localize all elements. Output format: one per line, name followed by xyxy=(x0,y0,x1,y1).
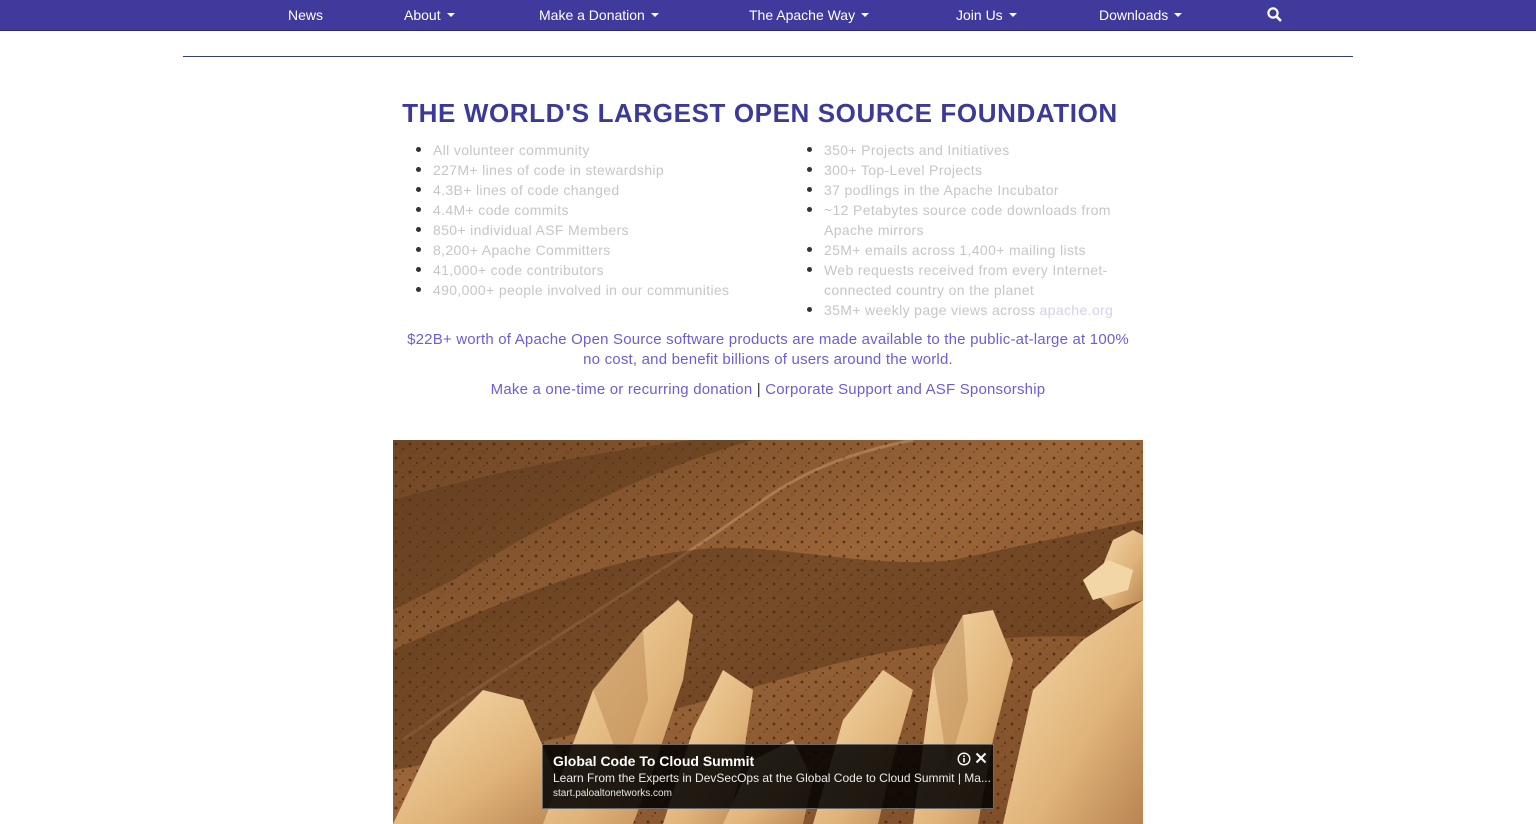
nav-donation-label: Make a Donation xyxy=(539,7,645,23)
search-icon xyxy=(1266,6,1284,24)
top-navbar xyxy=(0,0,1536,31)
nav-the-apache-way[interactable] xyxy=(749,0,869,30)
stat-item: 300+ Top-Level Projects xyxy=(805,160,1135,180)
stat-item: 25M+ emails across 1,400+ mailing lists xyxy=(805,240,1135,260)
section-divider xyxy=(183,56,1353,57)
stats-list-right xyxy=(805,140,1135,320)
stat-item-text: 35M+ weekly page views across xyxy=(824,302,1040,318)
nav-join-us[interactable] xyxy=(956,0,1017,30)
worth-statement: $22B+ worth of Apache Open Source software products are made available to the public-at-large at 100% no cost, and benefit billions of users around the world. xyxy=(407,331,1129,368)
nav-make-a-donation[interactable] xyxy=(539,0,659,30)
nav-news[interactable] xyxy=(288,0,323,30)
nav-about-label: About xyxy=(404,7,441,23)
stat-item xyxy=(805,300,1135,320)
stat-item: 227M+ lines of code in stewardship xyxy=(414,160,784,180)
stat-item: 350+ Projects and Initiatives xyxy=(805,140,1135,160)
nav-join-us-label: Join Us xyxy=(956,7,1003,23)
caret-down-icon xyxy=(861,13,869,17)
nav-apache-way-label: The Apache Way xyxy=(749,7,856,23)
ad-domain[interactable]: start.paloaltonetworks.com xyxy=(553,788,672,799)
ad-description[interactable]: Learn From the Experts in DevSecOps at the Global Code to Cloud Summit | Ma... xyxy=(553,771,991,785)
caret-down-icon xyxy=(651,13,659,17)
search-button[interactable] xyxy=(1266,6,1284,24)
ad-title[interactable]: Global Code To Cloud Summit xyxy=(553,753,755,769)
stat-item: 41,000+ code contributors xyxy=(414,260,784,280)
donation-link[interactable]: Make a one-time or recurring donation xyxy=(490,381,753,398)
stat-item: ~12 Petabytes source code downloads from Apache mirrors xyxy=(805,200,1135,240)
caret-down-icon xyxy=(1174,13,1182,17)
nav-downloads-label: Downloads xyxy=(1099,7,1169,23)
stat-item: Web requests received from every Internet-connected country on the planet xyxy=(805,260,1135,300)
stat-item: All volunteer community xyxy=(414,140,784,160)
donate-links xyxy=(0,380,1536,400)
stat-item: 8,200+ Apache Committers xyxy=(414,240,784,260)
stat-item: 850+ individual ASF Members xyxy=(414,220,784,240)
link-separator: | xyxy=(756,381,761,398)
nav-news-label: News xyxy=(288,7,324,23)
corporate-support-link[interactable]: Corporate Support and ASF Sponsorship xyxy=(765,381,1046,398)
stat-item: 4.4M+ code commits xyxy=(414,200,784,220)
ad-banner[interactable] xyxy=(542,744,994,809)
caret-down-icon xyxy=(1009,13,1017,17)
page-headline: THE WORLD'S LARGEST OPEN SOURCE FOUNDATION xyxy=(402,98,1118,128)
stats-list-left xyxy=(414,140,784,300)
stat-item: 490,000+ people involved in our communities xyxy=(414,280,784,300)
nav-downloads[interactable] xyxy=(1099,0,1182,30)
stat-item: 37 podlings in the Apache Incubator xyxy=(805,180,1135,200)
caret-down-icon xyxy=(447,13,455,17)
close-icon[interactable] xyxy=(974,751,988,765)
nav-about[interactable] xyxy=(404,0,455,30)
apache-org-link[interactable]: apache.org xyxy=(1039,302,1114,318)
info-icon[interactable] xyxy=(957,752,971,766)
stat-item: 4.3B+ lines of code changed xyxy=(414,180,784,200)
